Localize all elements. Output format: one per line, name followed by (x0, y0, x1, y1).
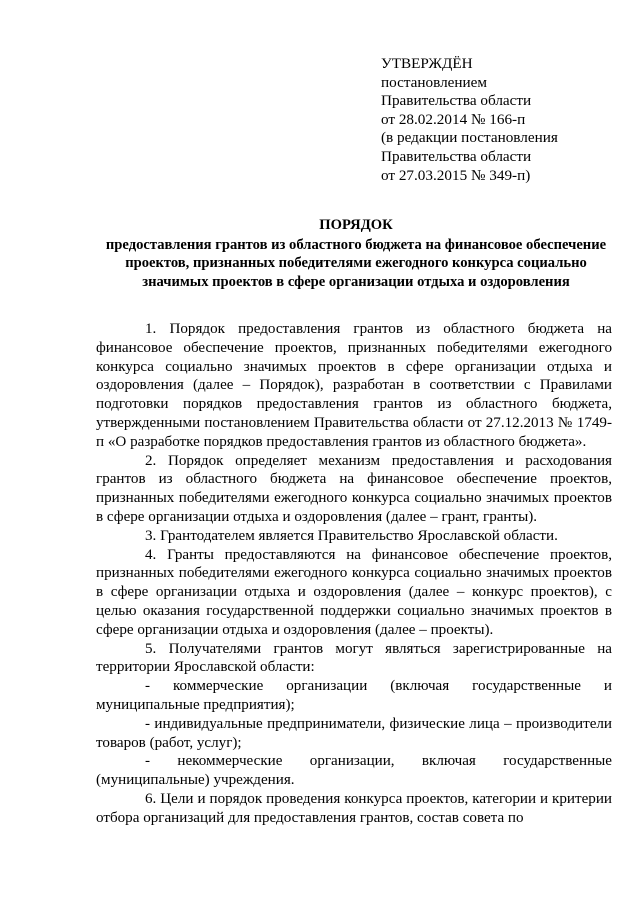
approval-line: от 28.02.2014 № 166-п (381, 110, 526, 128)
list-item: - коммерческие организации (включая государственные и муниципальные предприятия); (96, 678, 612, 713)
approval-line: Правительства области (381, 92, 532, 110)
approval-line: (в редакции постановления (381, 129, 558, 147)
paragraph: 3. Грантодателем является Правительство Ярославской области. (145, 527, 558, 544)
paragraph: 1. Порядок предоставления грантов из областного бюджета на финансовое обеспечение проектов, признанных победителями ежегодного конкурса социально значимых проектов в сфере организации отдыха и оздоровления (далее – Порядок), разработан в соответствии с Правилами подготовки порядков предоставления грантов из областного бюджета, утвержденными постановлением Правительства области от 27.12.2013 № 1749-п «О разработке порядков предоставления грантов из областного бюджета». (96, 321, 612, 450)
approval-line: постановлением (381, 73, 488, 91)
list-item: - некоммерческие организации, включая государственные (муниципальные) учреждения. (96, 753, 612, 789)
list-item: - индивидуальные предприниматели, физические лица – производители товаров (работ, услуг); (96, 715, 612, 751)
paragraph: 6. Цели и порядок проведения конкурса проектов, категории и критерии отбора организаций для предоставления грантов, состав совета по (96, 790, 612, 826)
paragraph: 5. Получателями грантов могут являться зарегистрированные на территории Ярославской области: (96, 640, 612, 676)
paragraph: 4. Гранты предоставляются на финансовое обеспечение проектов, признанных победителями ежегодного конкурса социально значимых проектов в сфере организации отдыха и оздоровления (далее – конкурс проектов), с целью оказания государственной поддержки социально значимых проектов в сфере организации отдыха и оздоровления (далее – проекты). (96, 546, 612, 638)
approval-line: Правительства области (381, 147, 532, 165)
title-subtitle: предоставления грантов из областного бюджета на финансовое обеспечение проектов, признанных победителями ежегодного конкурса социально значимых проектов в сфере организации отдыха и оздоровления (105, 236, 607, 290)
document-body (96, 320, 612, 828)
approval-line: от 27.03.2015 № 349-п) (381, 166, 531, 184)
approval-stamp (381, 55, 621, 185)
paragraph: 2. Порядок определяет механизм предоставления и расходования грантов из областного бюджета на финансовое обеспечение проектов, признанных победителями ежегодного конкурса социально значимых проектов в сфере организации отдыха и оздоровления (далее – грант, гранты). (96, 452, 612, 525)
title-heading: ПОРЯДОК (319, 217, 393, 233)
document-title (96, 216, 616, 291)
approval-line: УТВЕРЖДЁН (381, 55, 473, 72)
